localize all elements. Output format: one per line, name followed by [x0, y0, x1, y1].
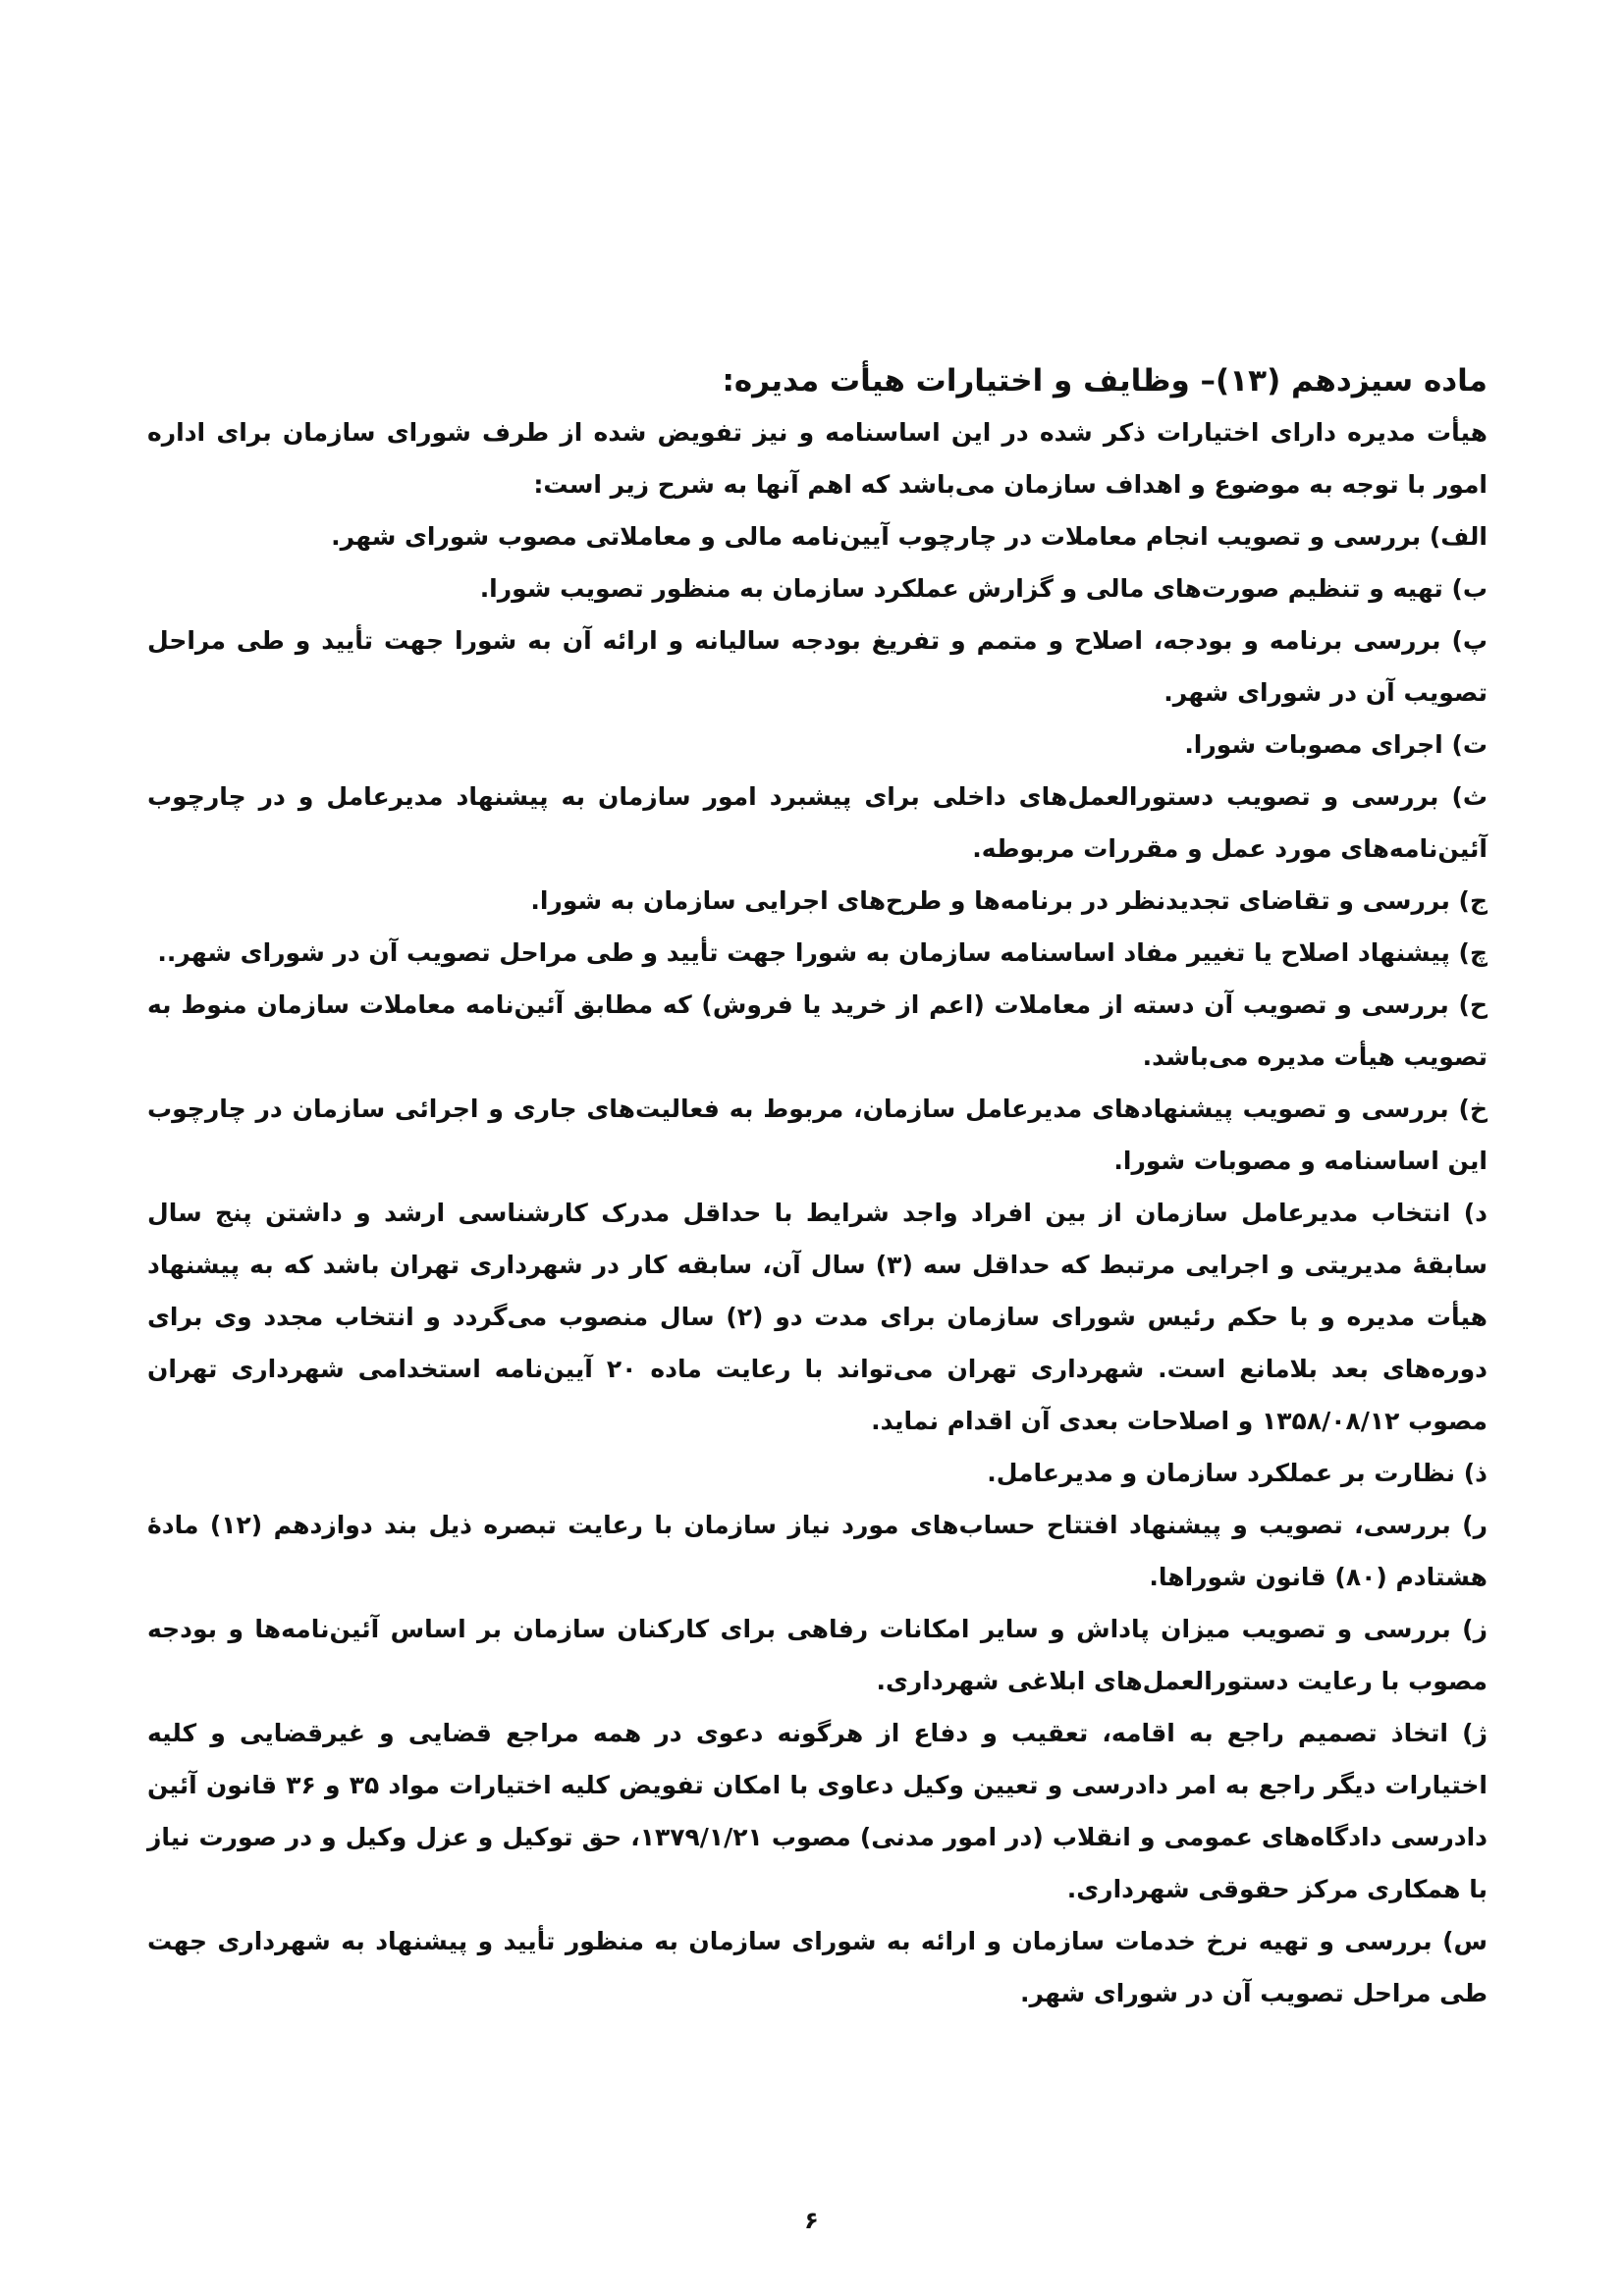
- clause-sin: س) بررسی و تهیه نرخ خدمات سازمان و ارائه به شورای سازمان به منظور تأیید و پیشنهاد به شهرداری جهت طی مراحل تصویب آن در شورای شهر.: [147, 1927, 1488, 2007]
- clause-be: ب) تهیه و تنظیم صورت‌های مالی و گزارش عملکرد سازمان به منظور تصویب شورا.: [479, 574, 1488, 603]
- clause-se: ث) بررسی و تصویب دستورالعمل‌های داخلی برای پیشبرد امور سازمان به پیشنهاد مدیرعامل و در چارچوب آئین‌نامه‌های مورد عمل و مقررات مربوطه.: [147, 782, 1488, 863]
- clause-dal: د) انتخاب مدیرعامل سازمان از بین افراد واجد شرایط با حداقل مدرک کارشناسی ارشد و داشتن پنج سال سابقهٔ مدیریتی و اجرایی مرتبط که حداقل سه (۳) سال آن، سابقه کار در شهرداری تهران باشد که به پیشنهاد هیأت مدیره و با حکم رئیس شورای سازمان برای مدت دو (۲) سال منصوب می‌گردد و انتخاب مجدد وی برای دوره‌های بعد بلامانع است. شهرداری تهران می‌تواند با رعایت ماده ۲۰ آیین‌نامه استخدامی شهرداری تهران مصوب ۱۳۵۸/۰۸/۱۲ و اصلاحات بعدی آن اقدام نماید.: [147, 1199, 1488, 1435]
- clause-che: چ) پیشنهاد اصلاح یا تغییر مفاد اساسنامه سازمان به شورا جهت تأیید و طی مراحل تصویب آن در شورای شهر..: [157, 938, 1488, 967]
- clause-zhe: ژ) اتخاذ تصمیم راجع به اقامه، تعقیب و دفاع از هرگونه دعوی در همه مراجع قضایی و غیرقضایی و کلیه اختیارات دیگر راجع به امر دادرسی و تعیین وکیل دعاوی با امکان تفویض کلیه اختیارات مواد ۳۵ و ۳۶ قانون آئین دادرسی دادگاه‌های عمومی و انقلاب (در امور مدنی) مصوب ۱۳۷۹/۱/۲۱، حق توکیل و عزل وکیل و در صورت نیاز با همکاری مرکز حقوقی شهرداری.: [147, 1719, 1488, 1903]
- page-number: ۶: [804, 2207, 819, 2234]
- clause-re: ر) بررسی، تصویب و پیشنهاد افتتاح حساب‌های مورد نیاز سازمان با رعایت تبصره ذیل بند دوازدهم (۱۲) مادهٔ هشتادم (۸۰) قانون شوراها.: [147, 1511, 1488, 1591]
- document-body: [147, 355, 1488, 2019]
- clause-pe: پ) بررسی برنامه و بودجه، اصلاح و متمم و تفریغ بودجه سالیانه و ارائه آن به شورا جهت تأیید و طی مراحل تصویب آن در شورای شهر.: [147, 626, 1488, 707]
- clause-te: ت) اجرای مصوبات شورا.: [1184, 730, 1488, 759]
- article-title: ماده سیزدهم (۱۳)– وظایف و اختیارات هیأت مدیره:: [722, 363, 1488, 399]
- clause-jim: ج) بررسی و تقاضای تجدیدنظر در برنامه‌ها و طرح‌های اجرایی سازمان به شورا.: [530, 886, 1488, 915]
- clause-alef: الف) بررسی و تصویب انجام معاملات در چارچوب آیین‌نامه مالی و معاملاتی مصوب شورای شهر.: [331, 522, 1488, 551]
- clause-zal: ذ) نظارت بر عملکرد سازمان و مدیرعامل.: [987, 1459, 1488, 1487]
- clause-khe: خ) بررسی و تصویب پیشنهادهای مدیرعامل سازمان، مربوط به فعالیت‌های جاری و اجرائی سازمان در چارچوب این اساسنامه و مصوبات شورا.: [147, 1095, 1488, 1175]
- intro-paragraph: هیأت مدیره دارای اختیارات ذکر شده در این اساسنامه و نیز تفویض شده از طرف شورای سازمان برای اداره امور با توجه به موضوع و اهداف سازمان می‌باشد که اهم آنها به شرح زیر است:: [147, 418, 1488, 499]
- clause-he: ح) بررسی و تصویب آن دسته از معاملات (اعم از خرید یا فروش) که مطابق آئین‌نامه معاملات سازمان منوط به تصویب هیأت مدیره می‌باشد.: [147, 990, 1488, 1071]
- clause-ze: ز) بررسی و تصویب میزان پاداش و سایر امکانات رفاهی برای کارکنان سازمان بر اساس آئین‌نامه‌ها و بودجه مصوب با رعایت دستورالعمل‌های ابلاغی شهرداری.: [147, 1615, 1488, 1695]
